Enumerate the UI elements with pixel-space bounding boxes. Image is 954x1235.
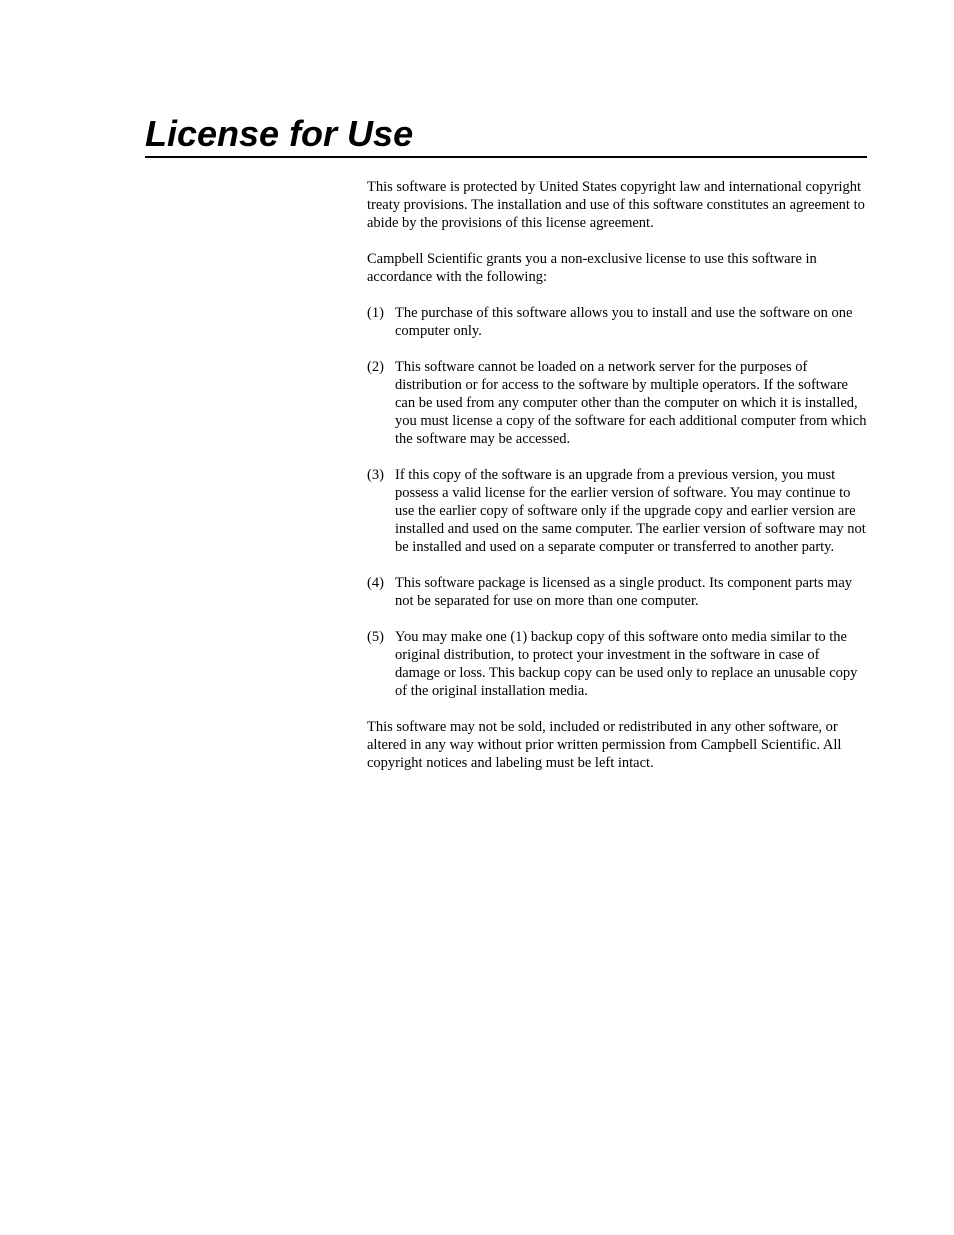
list-item-text: If this copy of the software is an upgrade from a previous version, you must possess a valid license for the earlier version of software. You may continue to use the earlier copy of software only if the upgrade copy and earlier version are installed and used on the same computer. The earlier version of software may not be installed and used on a separate computer or transferred to another party. [395, 467, 866, 555]
list-item-number: (2) [367, 359, 384, 375]
closing-paragraph: This software may not be sold, included or redistributed in any other software, or altered in any way without prior written permission from Campbell Scientific. All copyright notices and labeling must be left intact. [367, 719, 842, 771]
grant-paragraph: Campbell Scientific grants you a non-exclusive license to use this software in accordance with the following: [367, 251, 817, 285]
list-item-text: You may make one (1) backup copy of this software onto media similar to the original distribution, to protect your investment in the software in case of damage or loss. This backup copy can be used only to replace an unusable copy of the original installation media. [395, 629, 858, 699]
intro-paragraph: This software is protected by United States copyright law and international copyright treaty provisions. The installation and use of this software constitutes an agreement to abide by the provisions of this license agreement. [367, 179, 865, 231]
list-item [367, 628, 867, 700]
list-item [367, 358, 867, 448]
license-body [367, 178, 867, 790]
page-title: License for Use [145, 113, 414, 154]
list-item [367, 574, 867, 610]
title-rule [145, 156, 867, 158]
list-item-text: This software cannot be loaded on a network server for the purposes of distribution or for access to the software by multiple operators. If the software can be used from any computer other than the computer on which it is installed, you must license a copy of the software for each additional computer from which the software may be accessed. [395, 359, 867, 447]
list-item-number: (5) [367, 629, 384, 645]
list-item-number: (1) [367, 305, 384, 321]
list-item-text: The purchase of this software allows you to install and use the software on one computer only. [395, 305, 853, 339]
list-item [367, 466, 867, 556]
license-terms-list [367, 304, 867, 700]
list-item-text: This software package is licensed as a single product. Its component parts may not be separated for use on more than one computer. [395, 575, 853, 609]
list-item-number: (4) [367, 575, 384, 591]
list-item [367, 304, 867, 340]
list-item-number: (3) [367, 467, 384, 483]
